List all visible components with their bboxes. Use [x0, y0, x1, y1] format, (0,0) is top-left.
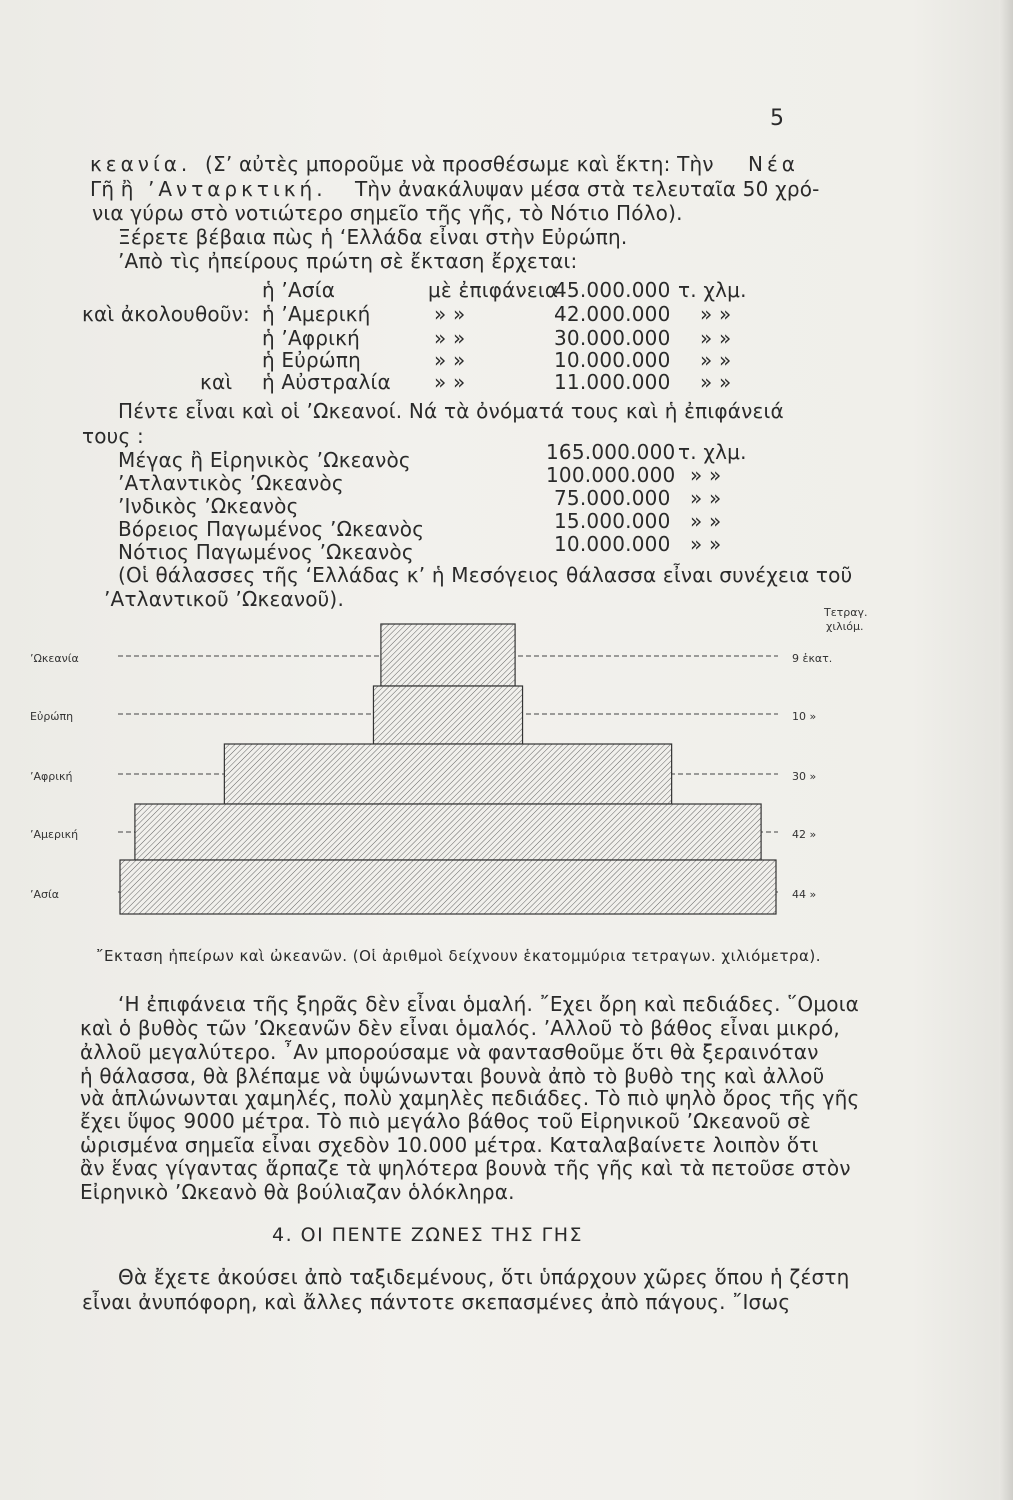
closing-line: Θὰ ἔχετε ἀκούσει ἀπὸ ταξιδεμένους, ὅτι ὑπάρχουν χῶρες ὅπου ἡ ζέστη — [118, 1265, 850, 1289]
continent-unit: » » — [700, 326, 732, 350]
ocean-name: ’Ινδικὸς ’Ωκεανὸς — [118, 494, 299, 518]
continent-value: 42.000.000 — [554, 302, 671, 326]
paragraph-line: ἡ θάλασσα, θὰ βλέπαμε νὰ ὑψώνωνται βουνὰ ἀπὸ τὸ βυθὸ της καὶ ἀλλοῦ — [80, 1064, 825, 1088]
continent-mid: » » — [434, 302, 466, 326]
ocean-unit: » » — [690, 486, 722, 510]
mediterranean-note-cont: ’Ατλαντικοῦ ’Ωκεανοῦ). — [104, 587, 344, 611]
continent-unit: » » — [700, 302, 732, 326]
paragraph-line: καὶ ὁ βυθὸς τῶν ’Ωκεανῶν δὲν εἶναι ὁμαλός. ’Αλλοῦ τὸ βάθος εἶναι μικρό, — [80, 1016, 840, 1040]
continent-name: ἡ ’Αφρική — [262, 326, 360, 350]
ocean-name: Νότιος Παγωμένος ’Ωκεανὸς — [118, 540, 414, 564]
chart-unit-header-a: Τετραγ. — [824, 606, 868, 619]
paragraph-line: Εἰρηνικὸ ’Ωκεανὸ θὰ βούλιαζαν ὁλόκληρα. — [80, 1180, 515, 1204]
paragraph-line: ἂν ἕνας γίγαντας ἅρπαζε τὰ ψηλότερα βουνὰ τῆς γῆς καὶ τὰ πετοῦσε στὸν — [80, 1156, 851, 1180]
page-number: 5 — [770, 106, 784, 131]
chart-bar — [381, 624, 515, 686]
chart-bars — [30, 624, 832, 914]
paragraph-line: ἔχει ὕψος 9000 μέτρα. Τὸ πιὸ μεγάλο βάθος τοῦ Εἰρηνικοῦ ’Ωκεανοῦ σὲ — [80, 1109, 812, 1133]
continent-name: ἡ ’Αμερική — [262, 302, 371, 326]
ocean-value: 100.000.000 — [546, 463, 676, 487]
chart-value-label: 10 » — [792, 710, 817, 723]
oceans-intro: Πέντε εἶναι καὶ οἱ ’Ωκεανοί. Νά τὰ ὀνόματά τους καὶ ἡ ἐπιφάνειά — [118, 399, 784, 423]
intro-line-2b: ’Ανταρκτική. — [148, 177, 327, 201]
chart-bar — [224, 744, 671, 804]
ocean-name: ’Ατλαντικὸς ’Ωκεανὸς — [118, 471, 344, 495]
continent-value: 45.000.000 — [554, 278, 671, 302]
chart-category-label: Εὐρώπη — [30, 710, 74, 723]
ocean-value: 15.000.000 — [554, 509, 671, 533]
continent-mid: μὲ ἐπιφάνεια — [428, 278, 559, 302]
continent-name: ἡ Αὐστραλία — [262, 370, 391, 394]
ocean-unit: τ. χλμ. — [678, 440, 747, 464]
oceans-intro-cont: τους : — [82, 424, 144, 448]
continent-name: ἡ Εὐρώπη — [262, 348, 362, 372]
paragraph-line: ‘Η ἐπιφάνεια τῆς ξηρᾶς δὲν εἶναι ὁμαλή. ῎Εχει ὄρη καὶ πεδιάδες. ῞Ομοια — [118, 992, 860, 1016]
ocean-name: Βόρειος Παγωμένος ’Ωκεανὸς — [118, 517, 425, 541]
chart-value-label: 42 » — [792, 828, 817, 841]
continent-unit: τ. χλμ. — [678, 278, 747, 302]
mediterranean-note: (Οἱ θάλασσες τῆς ‘Ελλάδας κ’ ἡ Μεσόγειος θάλασσα εἶναι συνέχεια τοῦ — [118, 563, 853, 587]
paragraph-line: νὰ ἁπλώνωνται χαμηλές, πολὺ χαμηλὲς πεδιάδες. Τὸ πιὸ ψηλὸ ὄρος τῆς γῆς — [80, 1086, 860, 1110]
continent-value: 11.000.000 — [554, 370, 671, 394]
chart-caption: ῎Εκταση ἠπείρων καὶ ὠκεανῶν. (Οἱ ἀριθμοὶ δείχνουν ἑκατομμύρια τετραγων. χιλιόμετρα). — [96, 947, 822, 965]
chart-category-label: ’Αμερική — [30, 828, 79, 841]
continent-mid: » » — [434, 326, 466, 350]
continent-value: 30.000.000 — [554, 326, 671, 350]
intro-line-2c: Τὴν ἀνακάλυψαν μέσα στὰ τελευταῖα 50 χρό- — [355, 177, 820, 201]
paragraph-line: ὡρισμένα σημεῖα εἶναι σχεδὸν 10.000 μέτρα. Καταλαβαίνετε λοιπὸν ὅτι — [80, 1133, 819, 1157]
continent-value: 10.000.000 — [554, 348, 671, 372]
ocean-unit: » » — [690, 509, 722, 533]
ocean-value: 10.000.000 — [554, 532, 671, 556]
continents-prefix-follow: καὶ ἀκολουθοῦν: — [82, 302, 250, 326]
ocean-name: Μέγας ἢ Εἰρηνικὸς ’Ωκεανὸς — [118, 448, 411, 472]
chart-category-label: ’Ωκεανία — [30, 652, 79, 665]
intro-line-3: νια γύρω στὸ νοτιώτερο σημεῖο τῆς γῆς, τὸ Νότιο Πόλο). — [92, 201, 683, 225]
chart-bar — [120, 860, 776, 914]
ocean-value: 75.000.000 — [554, 486, 671, 510]
intro-line-1a: κεανία. — [90, 152, 192, 176]
chart-unit-header-b: χιλιόμ. — [826, 620, 864, 633]
continent-mid: » » — [434, 348, 466, 372]
paragraph-line: ἀλλοῦ μεγαλύτερο. ῏Αν μπορούσαμε νὰ φαντασθοῦμε ὅτι θὰ ξεραινόταν — [80, 1040, 819, 1064]
chart-value-label: 9 ἑκατ. — [792, 652, 833, 665]
continents-prefix-and: καὶ — [200, 370, 233, 394]
intro-line-1b: (Σ’ αὐτὲς μποροῦμε νὰ προσθέσωμε καὶ ἕκτη: Τὴν — [205, 152, 714, 176]
chart-category-label: ’Ασία — [30, 888, 59, 901]
chart-bar — [135, 804, 761, 860]
chart-value-label: 44 » — [792, 888, 817, 901]
intro-line-2a: Γῆ ἢ — [90, 177, 134, 201]
continent-mid: » » — [434, 370, 466, 394]
chart-category-label: ’Αφρική — [30, 770, 73, 783]
intro-line-4: Ξέρετε βέβαια πὼς ἡ ‘Ελλάδα εἶναι στὴν Εὐρώπη. — [118, 225, 628, 249]
intro-line-1c: Νέα — [748, 152, 799, 176]
section-heading: 4. ΟΙ ΠΕΝΤΕ ΖΩΝΕΣ ΤΗΣ ΓΗΣ — [272, 1224, 584, 1246]
intro-line-5: ’Απὸ τὶς ἠπείρους πρώτη σὲ ἔκταση ἔρχεται: — [118, 249, 578, 273]
ocean-unit: » » — [690, 532, 722, 556]
continents-area-chart — [0, 600, 1013, 930]
continent-name: ἡ ’Ασία — [262, 278, 336, 302]
closing-line: εἶναι ἀνυπόφορη, καὶ ἄλλες πάντοτε σκεπασμένες ἀπὸ πάγους. ῎Ισως — [82, 1290, 791, 1314]
continent-unit: » » — [700, 370, 732, 394]
ocean-unit: » » — [690, 463, 722, 487]
continent-unit: » » — [700, 348, 732, 372]
ocean-value: 165.000.000 — [546, 440, 676, 464]
chart-value-label: 30 » — [792, 770, 817, 783]
chart-bar — [373, 686, 522, 744]
